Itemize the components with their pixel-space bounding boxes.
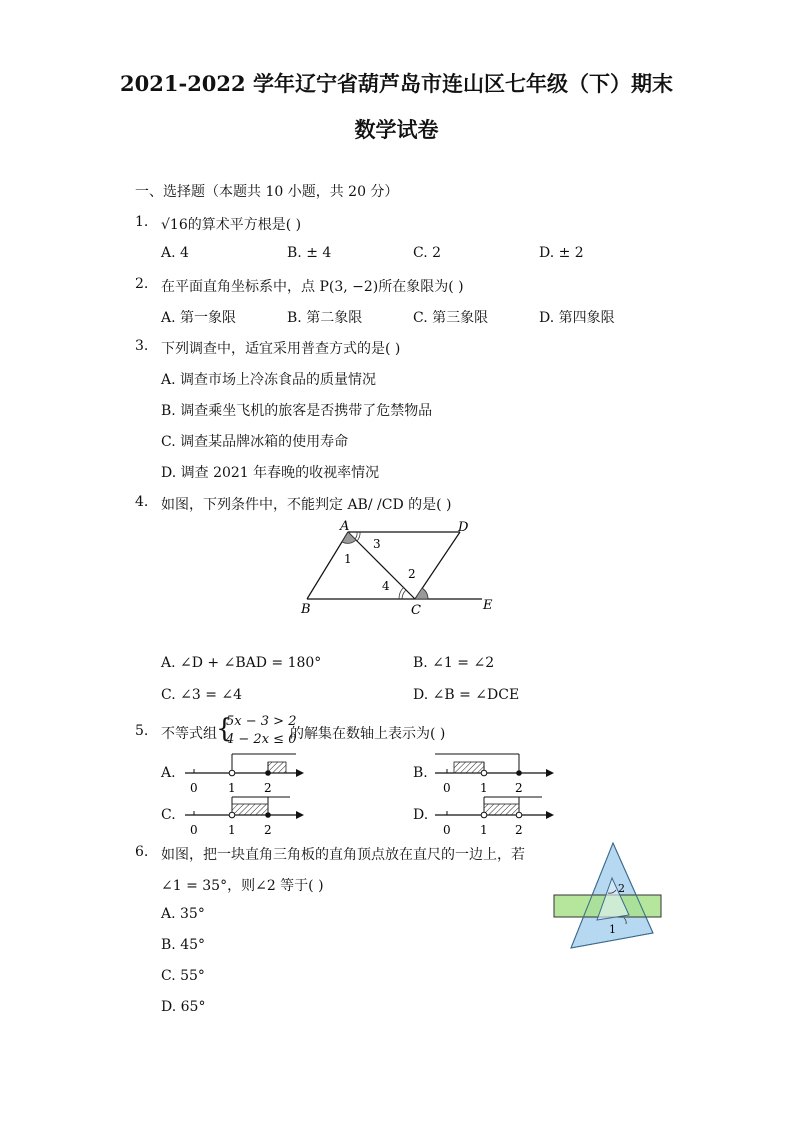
label-angle-2: 2 bbox=[408, 567, 416, 581]
tick-0: 0 bbox=[190, 823, 198, 837]
label-angle-4: 4 bbox=[382, 579, 390, 593]
tick-1: 1 bbox=[480, 781, 488, 795]
section-heading: 一、选择题（本题共 10 小题，共 20 分） bbox=[135, 184, 399, 200]
option-c: C. 第三象限 bbox=[413, 310, 489, 326]
label-d: D bbox=[458, 520, 469, 535]
question-number: 2. bbox=[135, 276, 149, 292]
question-stem-pre: 不等式组 bbox=[161, 726, 217, 742]
tick-1: 1 bbox=[480, 823, 488, 837]
number-line-a bbox=[180, 752, 305, 796]
option-a: A. 第一象限 bbox=[161, 310, 237, 326]
option-c: C. 调查某品牌冰箱的使用寿命 bbox=[161, 434, 349, 450]
option-a: A. bbox=[161, 765, 176, 781]
page-title: 2021-2022 学年辽宁省葫芦岛市连山区七年级（下）期末 bbox=[120, 71, 673, 96]
tick-1: 1 bbox=[228, 781, 236, 795]
angle-2-mark bbox=[415, 588, 428, 599]
tick-0: 0 bbox=[443, 823, 451, 837]
label-e: E bbox=[483, 598, 493, 613]
option-d: D. 第四象限 bbox=[539, 310, 615, 326]
system-line-2: 4 − 2x ≤ 0 bbox=[226, 732, 297, 747]
option-b: B. 第二象限 bbox=[287, 310, 363, 326]
option-a: A. 4 bbox=[161, 245, 189, 261]
parallelogram-figure bbox=[290, 515, 510, 620]
question-stem-post: 的解集在数轴上表示为( ) bbox=[290, 726, 446, 742]
question-stem-line-2: ∠1 = 35°，则∠2 等于( ) bbox=[161, 878, 324, 894]
tick-0: 0 bbox=[443, 781, 451, 795]
question-stem-line-1: 如图，把一块直角三角板的直角顶点放在直尺的一边上，若 bbox=[161, 847, 525, 863]
option-b: B. bbox=[413, 765, 428, 781]
number-line-d bbox=[430, 794, 555, 838]
question-stem: 在平面直角坐标系中，点 P(3, −2)所在象限为( ) bbox=[161, 279, 464, 295]
option-d: D. 调查 2021 年春晚的收视率情况 bbox=[161, 465, 380, 481]
number-line-c bbox=[180, 794, 305, 838]
label-angle-1: 1 bbox=[609, 923, 616, 936]
label-b: B bbox=[301, 602, 311, 617]
tick-2: 2 bbox=[515, 823, 523, 837]
brace: { bbox=[216, 714, 233, 744]
question-stem: √16的算术平方根是( ) bbox=[161, 217, 302, 233]
angle-4-arc bbox=[402, 590, 406, 599]
question-number: 4. bbox=[135, 494, 149, 510]
option-d: D. 65° bbox=[161, 999, 206, 1015]
question-number: 5. bbox=[135, 723, 149, 739]
label-angle-1: 1 bbox=[344, 552, 352, 566]
option-b: B. 45° bbox=[161, 937, 206, 953]
option-b: B. ∠1 = ∠2 bbox=[413, 655, 495, 671]
label-a: A bbox=[340, 519, 350, 534]
option-a: A. 35° bbox=[161, 906, 205, 922]
system-line-1: 5x − 3 > 2 bbox=[226, 714, 297, 729]
option-d: D. bbox=[413, 807, 429, 823]
page-subtitle: 数学试卷 bbox=[354, 117, 439, 142]
question-number: 6. bbox=[135, 844, 149, 860]
question-number: 3. bbox=[135, 338, 149, 354]
option-d: D. ± 2 bbox=[539, 245, 584, 261]
option-c: C. bbox=[161, 807, 176, 823]
option-b: B. ± 4 bbox=[287, 245, 332, 261]
tick-2: 2 bbox=[515, 781, 523, 795]
tick-1: 1 bbox=[228, 823, 236, 837]
option-c: C. 55° bbox=[161, 968, 205, 984]
tick-0: 0 bbox=[190, 781, 198, 795]
tick-2: 2 bbox=[264, 781, 272, 795]
option-d: D. ∠B = ∠DCE bbox=[413, 687, 520, 703]
option-c: C. 2 bbox=[413, 245, 442, 261]
number-line-b bbox=[430, 752, 555, 796]
tick-2: 2 bbox=[264, 823, 272, 837]
option-b: B. 调查乘坐飞机的旅客是否携带了危禁物品 bbox=[161, 403, 433, 419]
option-a: A. ∠D + ∠BAD = 180° bbox=[161, 655, 322, 671]
triangle-ruler-figure bbox=[550, 838, 665, 953]
question-number: 1. bbox=[135, 214, 149, 230]
label-angle-3: 3 bbox=[373, 537, 381, 551]
option-c: C. ∠3 = ∠4 bbox=[161, 687, 243, 703]
label-c: C bbox=[411, 603, 421, 618]
label-angle-2: 2 bbox=[618, 882, 625, 895]
question-stem: 如图，下列条件中，不能判定 AB/ /CD 的是( ) bbox=[161, 497, 452, 513]
question-stem: 下列调查中，适宜采用普查方式的是( ) bbox=[161, 341, 401, 357]
option-a: A. 调查市场上冷冻食品的质量情况 bbox=[161, 372, 377, 388]
angle-3-arc bbox=[355, 532, 357, 539]
